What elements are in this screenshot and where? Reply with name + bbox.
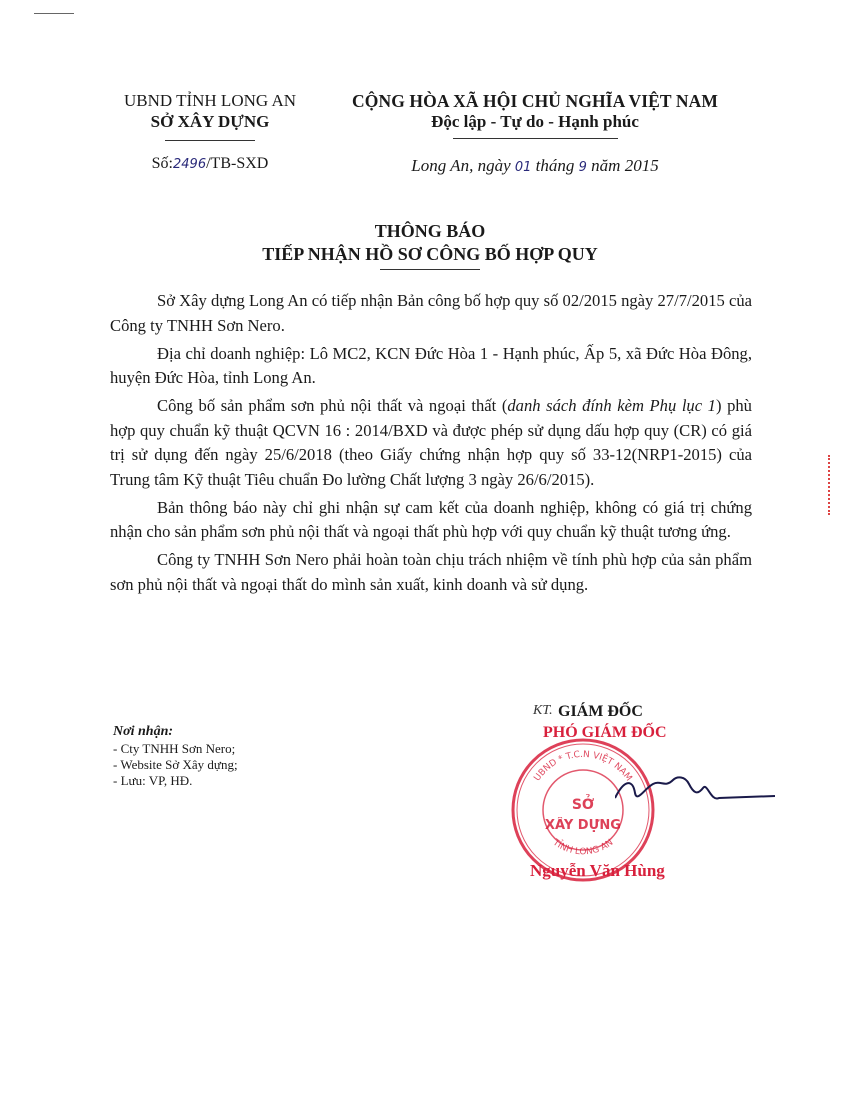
- date-month-handwritten: 9: [578, 160, 587, 175]
- doc-number-prefix: Số:: [151, 155, 173, 172]
- nation-title: CỘNG HÒA XÃ HỘI CHỦ NGHĨA VIỆT NAM: [352, 91, 718, 111]
- motto-underline: [453, 138, 618, 139]
- recipient-item: - Lưu: VP, HĐ.: [113, 773, 193, 788]
- stamp-center-bottom: XÂY DỰNG: [545, 818, 621, 833]
- paragraph-2: Địa chỉ doanh nghiệp: Lô MC2, KCN Đức Hòa 1 - Hạnh phúc, Ấp 5, xã Đức Hòa Đông, huyện Đức Hòa, tỉnh Long An.: [110, 343, 752, 387]
- paragraph-4: Bản thông báo này chỉ ghi nhận sự cam kết của doanh nghiệp, không có giá trị chứng nhận cho sản phẩm sơn phủ nội thất và ngoại thất phù hợp với quy chuẩn kỹ thuật tương ứng.: [110, 497, 752, 541]
- doc-number-handwritten: 2496: [173, 157, 207, 172]
- date-year: năm 2015: [591, 156, 659, 175]
- date-place: Long An, ngày: [411, 156, 511, 175]
- recipient-item: - Cty TNHH Sơn Nero;: [113, 741, 236, 756]
- date-month-label: tháng: [535, 156, 575, 175]
- department-name: SỞ XÂY DỰNG: [150, 112, 270, 131]
- paragraph-3-start: Công bố sản phẩm sơn phủ nội thất và ngoại thất (: [157, 396, 508, 415]
- signer-role: GIÁM ĐỐC: [558, 703, 643, 720]
- date-day-handwritten: 01: [514, 160, 532, 175]
- handwritten-signature: [615, 758, 775, 818]
- stamp-center-top: SỞ: [571, 797, 595, 813]
- paragraph-3: [110, 394, 752, 492]
- document-title: [150, 220, 710, 270]
- paragraph-3-end: ) phù hợp quy chuẩn kỹ thuật QCVN 16 : 2014/BXD và được phép sử dụng dấu hợp quy (CR) có giá trị sử dụng đến ngày 25/6/2018 (theo Giấy chứng nhận hợp quy số 33-12(NRP1-2015) của Trung tâm Kỹ thuật Tiêu chuẩn Đo lường Chất lượng 3 ngày 26/6/2015).: [110, 396, 752, 489]
- title-line-2: TIẾP NHẬN HỒ SƠ CÔNG BỐ HỢP QUY: [262, 244, 598, 264]
- agency-underline: [165, 140, 255, 141]
- signer-name: Nguyễn Văn Hùng: [530, 861, 665, 880]
- place-and-date: [330, 156, 740, 176]
- title-underline: [380, 269, 480, 270]
- recipients-block: [113, 724, 373, 789]
- svg-text:TỈNH LONG AN: [550, 837, 615, 857]
- signer-deputy-role: PHÓ GIÁM ĐỐC: [543, 724, 667, 741]
- scan-edge-marks: [828, 455, 833, 515]
- title-line-1: THÔNG BÁO: [374, 221, 486, 241]
- doc-number-suffix: /TB-SXD: [206, 155, 269, 172]
- scan-corner-mark: [34, 13, 74, 14]
- stamp-ring-bottom: TỈNH LONG AN: [550, 837, 616, 858]
- document-body: [110, 289, 752, 601]
- issuing-agency-block: [90, 90, 330, 173]
- on-behalf-mark: KT.: [533, 703, 553, 718]
- recipients-heading: Nơi nhận:: [113, 724, 174, 739]
- paragraph-3-italic: danh sách đính kèm Phụ lục 1: [507, 396, 716, 415]
- recipient-item: - Website Sở Xây dựng;: [113, 757, 238, 772]
- stamp-ring-top: UBND * T.C.N VIỆT NAM: [532, 749, 634, 784]
- agency-name: UBND TỈNH LONG AN: [123, 91, 297, 110]
- national-header-block: [330, 90, 740, 176]
- national-motto: Độc lập - Tự do - Hạnh phúc: [431, 112, 639, 131]
- document-number: [90, 155, 330, 173]
- paragraph-5: Công ty TNHH Sơn Nero phải hoàn toàn chịu trách nhiệm về tính phù hợp của sản phẩm sơn phủ nội thất và ngoại thất do mình sản xuất, kinh doanh và sử dụng.: [110, 550, 752, 594]
- paragraph-1: Sở Xây dựng Long An có tiếp nhận Bản công bố hợp quy số 02/2015 ngày 27/7/2015 của Công ty TNHH Sơn Nero.: [110, 291, 752, 335]
